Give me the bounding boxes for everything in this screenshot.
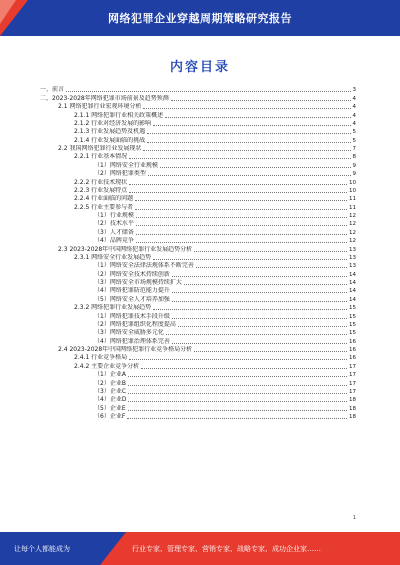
toc-entry-page: 4: [352, 95, 356, 102]
toc-entry-page: 10: [349, 187, 356, 194]
toc-entry-text: （5）企业E: [94, 404, 126, 412]
toc-entry[interactable]: [36, 103, 356, 111]
toc-entry-text: 2.1.3 行业发展趋势及机遇: [74, 128, 146, 136]
toc-entry[interactable]: [36, 220, 356, 228]
toc-entry-text: 2.1 网络犯罪行业宏观环境分析: [58, 103, 142, 111]
toc-entry-text: （1）网络犯罪技术手段升级: [94, 312, 170, 320]
toc-leader-dots: [153, 309, 347, 310]
toc-leader-dots: [129, 192, 347, 193]
toc-leader-dots: [196, 267, 347, 268]
toc-leader-dots: [129, 359, 347, 360]
toc-entry-text: （1）网络安全法律法规体系不断完善: [94, 262, 194, 270]
toc-entry-text: 二、2023-2028年网络犯罪市场前景及趋势预测: [40, 94, 169, 102]
toc-entry-text: （3）网络安全威胁多元化: [94, 329, 164, 337]
header-banner: [0, 0, 400, 36]
toc-entry-text: （1）企业A: [94, 371, 126, 379]
toc-entry-page: 17: [349, 372, 356, 379]
toc-leader-dots: [128, 393, 347, 394]
toc-entry[interactable]: [36, 161, 356, 169]
toc-entry[interactable]: [36, 304, 356, 312]
toc-entry-text: （2）网络安全技术持续创新: [94, 270, 170, 278]
toc-entry-text: 2.4 2023-2028年中国网络犯罪行业竞争格局分析: [58, 346, 193, 353]
toc-entry[interactable]: [36, 212, 356, 220]
toc-entry-text: （2）技术水平: [94, 220, 134, 228]
toc-entry-page: 9: [352, 162, 356, 169]
toc-entry-page: 8: [352, 154, 356, 161]
toc-entry-text: 2.2 我国网络犯罪行业发展现状: [58, 145, 142, 152]
toc-entry[interactable]: [36, 245, 356, 253]
toc-entry-text: （4）品牌竞争: [94, 237, 134, 245]
toc-leader-dots: [135, 209, 347, 210]
toc-entry[interactable]: [36, 346, 356, 354]
toc-entry[interactable]: [36, 270, 356, 278]
toc-entry-text: （4）网络犯罪治理体系完善: [94, 337, 170, 345]
toc-entry-text: （2）企业B: [94, 379, 126, 387]
toc-leader-dots: [165, 117, 350, 118]
toc-leader-dots: [136, 234, 347, 235]
toc-entry[interactable]: [36, 237, 356, 245]
toc-entry-text: （5）网络安全人才培养加强: [94, 295, 170, 303]
toc-entry-page: 5: [352, 129, 356, 136]
toc-entry[interactable]: [36, 388, 356, 396]
toc-entry[interactable]: [36, 187, 356, 195]
toc-entry[interactable]: [36, 287, 356, 295]
toc-entry-text: 2.4.2 主要企业竞争分析: [74, 362, 140, 370]
toc-entry-page: 11: [349, 204, 356, 211]
toc-entry-page: 12: [349, 238, 356, 245]
page-number: 1: [352, 515, 356, 521]
toc-entry-page: 15: [349, 330, 356, 337]
toc-leader-dots: [141, 368, 347, 369]
toc-leader-dots: [66, 91, 350, 92]
toc-entry[interactable]: [36, 145, 356, 153]
toc-entry-page: 4: [352, 104, 356, 111]
toc-leader-dots: [147, 133, 350, 134]
toc-entry[interactable]: [36, 329, 356, 337]
toc-entry-page: 3: [352, 87, 356, 94]
toc-leader-dots: [128, 385, 347, 386]
toc-entry-page: 15: [349, 313, 356, 320]
toc-entry[interactable]: [36, 262, 356, 270]
toc-entry-text: 2.2.3 行业发展特点: [74, 186, 128, 194]
toc-entry[interactable]: [36, 128, 356, 136]
toc-entry[interactable]: [36, 195, 356, 203]
toc-entry[interactable]: [36, 279, 356, 287]
toc-leader-dots: [136, 225, 347, 226]
toc-entry-text: 2.3 2023-2028年中国网络犯罪行业发展趋势分析: [58, 245, 193, 253]
toc-entry-page: 17: [349, 363, 356, 370]
toc-entry-page: 12: [349, 229, 356, 236]
toc-leader-dots: [153, 259, 347, 260]
toc-leader-dots: [171, 100, 351, 101]
toc-entry-text: 2.2.5 行业主要参与者: [74, 203, 134, 211]
toc-entry-text: 一、前言: [40, 86, 65, 94]
toc-leader-dots: [178, 326, 347, 327]
toc-entry[interactable]: [36, 170, 356, 178]
toc-entry-page: 15: [349, 305, 356, 312]
toc-entry[interactable]: [36, 203, 356, 211]
toc-entry-text: （3）网络安全市场规模持续扩大: [94, 279, 182, 286]
toc-entry[interactable]: [36, 321, 356, 329]
table-of-contents: [36, 86, 356, 526]
toc-entry[interactable]: [36, 312, 356, 320]
toc-leader-dots: [184, 284, 347, 285]
toc-entry[interactable]: [36, 337, 356, 345]
toc-entry-page: 12: [349, 221, 356, 228]
toc-entry-page: 12: [349, 213, 356, 219]
footer-slogan-left: 让每个人都能成为: [14, 545, 70, 553]
toc-entry-text: 2.4.1 行业竞争格局: [74, 354, 128, 362]
footer-slant-decoration: [100, 532, 126, 565]
toc-entry[interactable]: [36, 94, 356, 102]
toc-entry-text: 2.3.2 网络犯罪行业发展趋势: [74, 304, 152, 312]
toc-entry-page: 18: [349, 405, 356, 412]
toc-entry-text: 2.3.1 网络安全行业发展趋势: [74, 253, 152, 261]
toc-entry[interactable]: [36, 354, 356, 362]
toc-leader-dots: [143, 150, 350, 151]
toc-entry-text: 2.1.1 网络犯罪行业相关政策概述: [74, 111, 164, 119]
toc-leader-dots: [135, 200, 347, 201]
toc-entry-page: 17: [349, 380, 356, 387]
toc-entry[interactable]: [36, 413, 356, 421]
toc-entry[interactable]: [36, 86, 356, 94]
toc-leader-dots: [172, 318, 347, 319]
toc-leader-dots: [128, 401, 347, 402]
toc-entry-page: 13: [349, 254, 356, 261]
footer-banner: [0, 532, 400, 565]
toc-leader-dots: [136, 217, 347, 218]
toc-entry-page: 16: [349, 355, 356, 362]
toc-entry-page: 14: [349, 271, 356, 278]
toc-leader-dots: [153, 125, 350, 126]
toc-leader-dots: [172, 276, 347, 277]
toc-entry-text: （3）企业C: [94, 387, 127, 395]
toc-entry-page: 11: [349, 196, 356, 203]
toc-entry-page: 15: [349, 321, 356, 328]
toc-leader-dots: [143, 108, 350, 109]
toc-entry[interactable]: [36, 396, 356, 404]
toc-leader-dots: [172, 292, 347, 293]
toc-heading: 内容目录: [169, 60, 230, 75]
toc-entry-text: （2）网络犯罪类型: [94, 170, 146, 178]
toc-leader-dots: [128, 376, 347, 377]
toc-leader-dots: [194, 351, 347, 352]
toc-entry-page: 17: [349, 388, 356, 395]
footer-slogan-right: 行业专家、管理专家、营销专家、战略专家、成功企业家……: [132, 545, 321, 553]
toc-entry[interactable]: [36, 379, 356, 387]
toc-entry-text: （6）企业F: [94, 413, 126, 420]
toc-entry-text: （2）网络犯罪组织化程度提高: [94, 320, 176, 328]
toc-leader-dots: [136, 242, 347, 243]
toc-entry-page: 16: [349, 347, 356, 353]
toc-entry-page: 4: [352, 120, 356, 127]
toc-entry-page: 4: [352, 112, 356, 119]
toc-entry-page: 18: [349, 397, 356, 404]
toc-leader-dots: [166, 334, 347, 335]
toc-entry-text: 2.1.2 行业对经济发展的影响: [74, 119, 152, 127]
toc-entry[interactable]: [36, 362, 356, 370]
toc-leader-dots: [128, 410, 347, 411]
toc-entry-page: 16: [349, 338, 356, 345]
toc-entry-page: 7: [352, 146, 356, 152]
toc-leader-dots: [147, 142, 350, 143]
toc-entry[interactable]: [36, 120, 356, 128]
toc-leader-dots: [172, 301, 347, 302]
toc-entry[interactable]: [36, 404, 356, 412]
toc-entry[interactable]: [36, 254, 356, 262]
toc-entry-text: （1）行业规模: [94, 212, 134, 219]
toc-entry-text: （1）网络安全行业规模: [94, 161, 158, 169]
toc-entry-text: （3）人才储备: [94, 228, 134, 236]
report-title: 网络犯罪企业穿越周期策略研究报告: [108, 12, 292, 25]
toc-entry[interactable]: [36, 153, 356, 161]
toc-leader-dots: [127, 418, 347, 419]
toc-entry-page: 9: [352, 171, 356, 178]
toc-leader-dots: [148, 175, 351, 176]
toc-entry-text: 2.2.2 行业技术现状: [74, 178, 128, 186]
toc-entry-text: （4）企业D: [94, 396, 127, 404]
toc-entry-page: 5: [352, 137, 356, 144]
toc-entry[interactable]: [36, 111, 356, 119]
toc-entry-page: 18: [349, 414, 356, 420]
toc-entry[interactable]: [36, 228, 356, 236]
toc-entry-text: 2.2.1 行业基本情况: [74, 153, 128, 161]
toc-leader-dots: [160, 167, 351, 168]
toc-entry[interactable]: [36, 295, 356, 303]
toc-entry[interactable]: [36, 178, 356, 186]
toc-entry[interactable]: [36, 371, 356, 379]
toc-entry-text: 2.2.4 行业面临的问题: [74, 195, 134, 203]
toc-leader-dots: [129, 184, 347, 185]
toc-entry-page: 14: [349, 296, 356, 303]
toc-leader-dots: [194, 251, 347, 252]
toc-entry-page: 13: [349, 263, 356, 270]
toc-leader-dots: [129, 158, 350, 159]
toc-entry-text: 2.1.4 行业发展面临的挑战: [74, 136, 146, 144]
toc-entry-page: 13: [349, 246, 356, 253]
toc-entry-page: 14: [349, 288, 356, 295]
toc-leader-dots: [172, 343, 347, 344]
toc-entry-page: 14: [349, 280, 356, 286]
toc-entry[interactable]: [36, 136, 356, 144]
toc-entry-text: （4）网络犯罪防范能力提升: [94, 287, 170, 295]
toc-entry-page: 10: [349, 179, 356, 186]
